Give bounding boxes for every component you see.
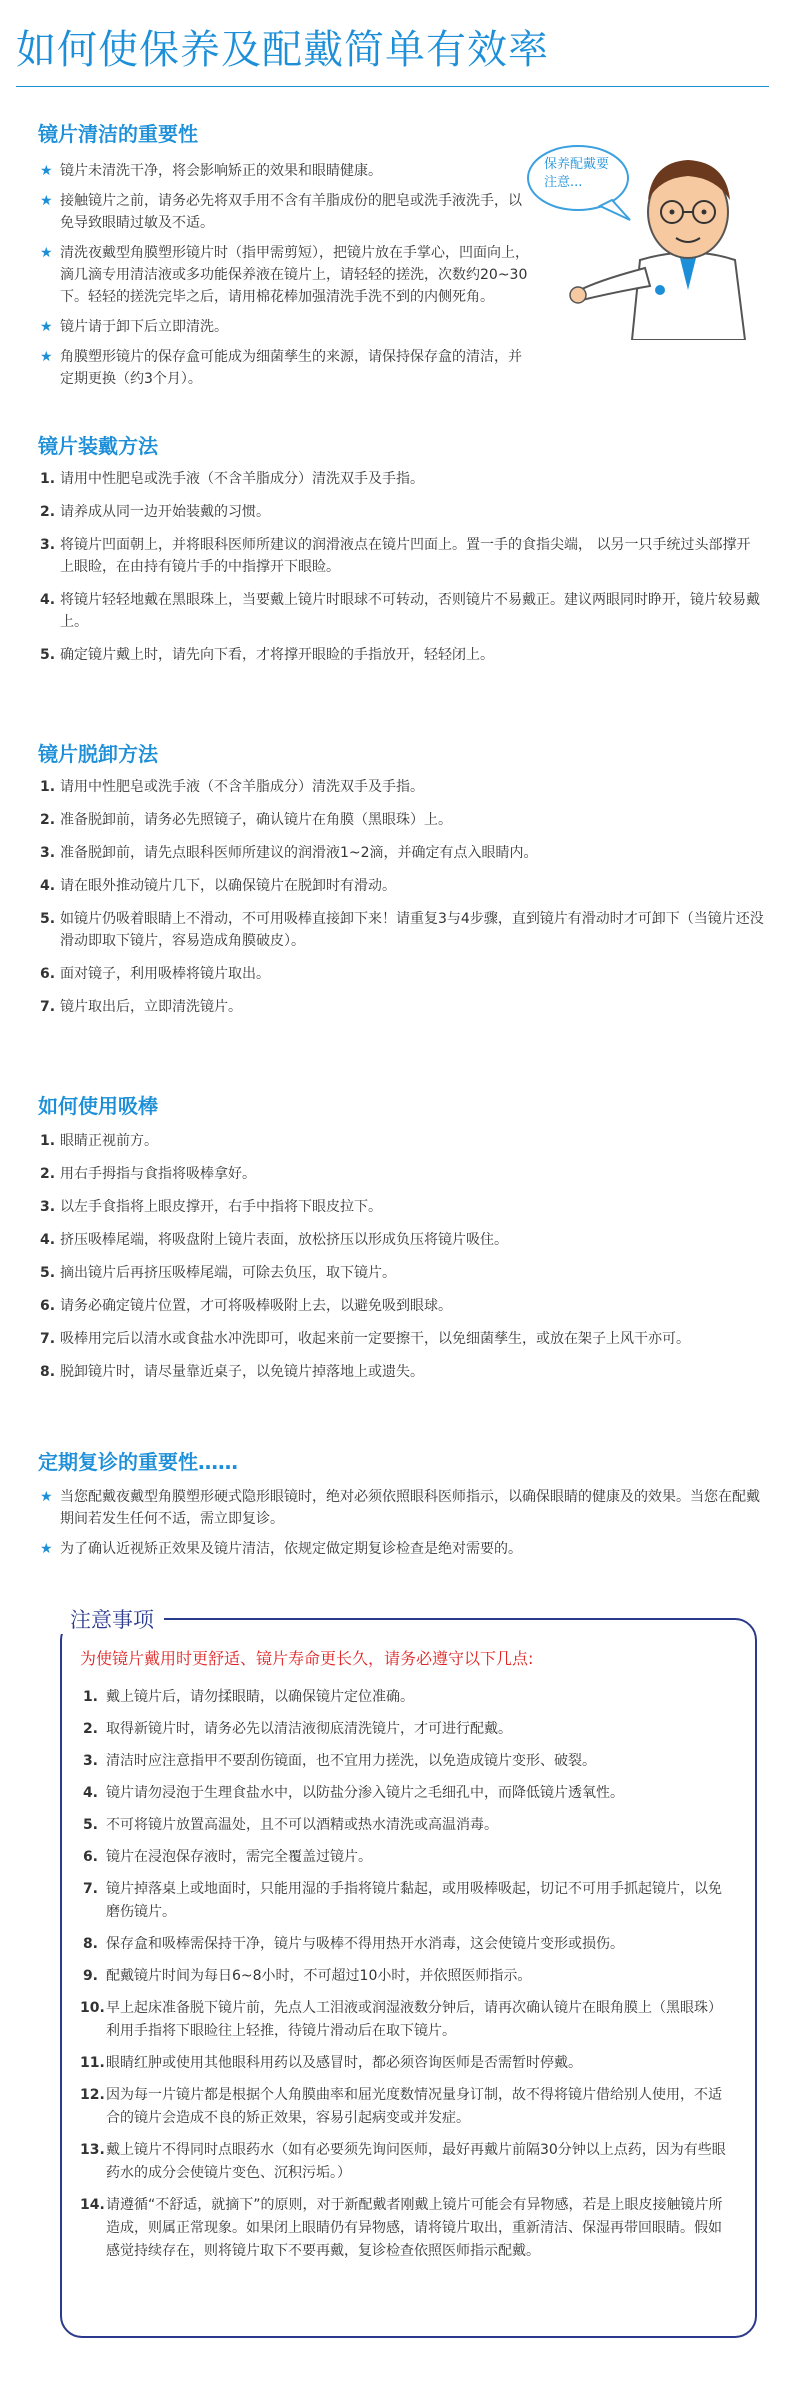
item-text: 请遵循“不舒适，就摘下”的原则，对于新配戴者刚戴上镜片可能会有异物感，若是上眼皮接触镜片所造成，则属正常现象。如果闭上眼睛仍有异物感，请将镜片取出，重新清洁、保湿再带回眼睛。假如感觉持续存在，则将镜片取下不要再戴，复诊检查依照医师指示配戴。	[106, 2197, 723, 2259]
star-bullet-icon: ★	[40, 349, 53, 365]
list-item	[40, 534, 760, 578]
item-number: 2.	[40, 504, 56, 520]
review-list	[40, 1486, 770, 1568]
item-number: 5.	[40, 1265, 56, 1281]
item-text: 镜片未清洗干净，将会影响矫正的效果和眼睛健康。	[60, 163, 382, 179]
item-text: 清洗夜戴型角膜塑形镜片时（指甲需剪短），把镜片放在手掌心，凹面向上，滴几滴专用清洁液或多功能保养液在镜片上，请轻轻的搓洗，次数约20~30下。轻轻的搓洗完毕之后，请用棉花棒加强清洗手洗不到的内侧死角。	[60, 245, 529, 305]
list-item	[84, 1814, 734, 1837]
item-number: 5.	[40, 911, 56, 927]
item-text: 不可将镜片放置高温处，且不可以酒精或热水清洗或高温消毒。	[106, 1817, 498, 1833]
item-number: 14.	[80, 2197, 105, 2213]
item-text: 镜片请于卸下后立即清洗。	[60, 319, 228, 335]
item-text: 请用中性肥皂或洗手液（不含羊脂成分）清洗双手及手指。	[60, 471, 424, 487]
item-number: 1.	[82, 1689, 98, 1705]
item-text: 镜片请勿浸泡于生理食盐水中，以防盐分渗入镜片之毛细孔中，而降低镜片透氧性。	[106, 1785, 624, 1801]
item-number: 3.	[82, 1753, 98, 1769]
item-number: 2.	[40, 812, 56, 828]
item-text: 请用中性肥皂或洗手液（不含羊脂成分）清洗双手及手指。	[60, 779, 424, 795]
item-text: 取得新镜片时，请务必先以清洁液彻底清洗镜片，才可进行配戴。	[106, 1721, 512, 1737]
list-item	[40, 468, 760, 490]
item-text: 面对镜子，利用吸棒将镜片取出。	[60, 966, 270, 982]
item-text: 如镜片仍吸着眼睛上不滑动，不可用吸棒直接卸下来！请重复3与4步骤，直到镜片有滑动时才可卸下（当镜片还没滑动即取下镜片，容易造成角膜破皮）。	[60, 911, 764, 949]
cleaning-list	[40, 160, 530, 398]
list-item	[40, 908, 770, 952]
item-number: 8.	[40, 1364, 56, 1380]
item-text: 清洁时应注意指甲不要刮伤镜面，也不宜用力搓洗，以免造成镜片变形、破裂。	[106, 1753, 596, 1769]
notice-list	[80, 1686, 734, 2272]
item-number: 2.	[40, 1166, 56, 1182]
star-bullet-icon: ★	[40, 1489, 53, 1505]
list-item	[40, 809, 770, 831]
doctor-speech-bubble: 保养配戴要 注意...	[544, 157, 610, 190]
item-number: 6.	[40, 1298, 56, 1314]
list-item	[40, 1130, 780, 1152]
item-text: 请在眼外推动镜片几下，以确保镜片在脱卸时有滑动。	[60, 878, 396, 894]
list-item	[40, 842, 770, 864]
item-text: 保存盒和吸棒需保持干净，镜片与吸棒不得用热开水消毒，这会使镜片变形或损伤。	[106, 1936, 624, 1952]
list-item	[40, 1486, 770, 1530]
list-item	[80, 2084, 734, 2130]
item-text: 镜片掉落桌上或地面时，只能用湿的手指将镜片黏起，或用吸棒吸起，切记不可用手抓起镜片，以免磨伤镜片。	[106, 1881, 722, 1920]
notice-subtitle: 为使镜片戴用时更舒适、镜片寿命更长久，请务必遵守以下几点:	[80, 1649, 534, 1668]
item-text: 确定镜片戴上时，请先向下看，才将撑开眼睑的手指放开，轻轻闭上。	[60, 647, 494, 663]
item-text: 摘出镜片后再挤压吸棒尾端，可除去负压，取下镜片。	[60, 1265, 396, 1281]
item-number: 9.	[82, 1968, 98, 1984]
wearing-list	[40, 468, 760, 677]
item-text: 当您配戴夜戴型角膜塑形硬式隐形眼镜时，绝对必须依照眼科医师指示，以确保眼睛的健康及的效果。当您在配戴期间若发生任何不适，需立即复诊。	[60, 1489, 760, 1527]
list-item	[40, 190, 530, 234]
item-text: 早上起床准备脱下镜片前，先点人工泪液或润湿液数分钟后，请再次确认镜片在眼角膜上（黑眼珠）利用手指将下眼睑往上轻推，待镜片滑动后在取下镜片。	[106, 2000, 722, 2039]
list-item	[84, 1846, 734, 1869]
suction-list	[40, 1130, 780, 1394]
list-item	[80, 2052, 734, 2075]
star-bullet-icon: ★	[40, 163, 53, 179]
item-text: 准备脱卸前，请务必先照镜子，确认镜片在角膜（黑眼珠）上。	[60, 812, 452, 828]
list-item	[84, 1782, 734, 1805]
item-number: 3.	[40, 537, 56, 553]
list-item	[40, 644, 760, 666]
item-number: 12.	[80, 2087, 105, 2103]
item-text: 挤压吸棒尾端，将吸盘附上镜片表面，放松挤压以形成负压将镜片吸住。	[60, 1232, 508, 1248]
item-number: 4.	[40, 592, 56, 608]
item-number: 13.	[80, 2142, 105, 2158]
section-title-removal: 镜片脱卸方法	[38, 742, 158, 766]
item-text: 角膜塑形镜片的保存盒可能成为细菌孳生的来源，请保持保存盒的清洁，并定期更换（约3个月）。	[60, 349, 522, 387]
item-text: 吸棒用完后以清水或食盐水冲洗即可，收起来前一定要擦干，以免细菌孳生，或放在架子上风干亦可。	[60, 1331, 690, 1347]
section-title-review: 定期复诊的重要性……	[38, 1450, 238, 1474]
item-number: 5.	[82, 1817, 98, 1833]
list-item	[40, 996, 770, 1018]
item-text: 眼睛红肿或使用其他眼科用药以及感冒时，都必须咨询医师是否需暂时停戴。	[106, 2055, 582, 2071]
item-text: 因为每一片镜片都是根据个人角膜曲率和屈光度数情况量身订制，故不得将镜片借给别人使用，不适合的镜片会造成不良的矫正效果，容易引起病变或并发症。	[106, 2087, 722, 2126]
notice-label: 注意事项	[60, 1604, 164, 1634]
list-item	[40, 501, 760, 523]
star-bullet-icon: ★	[40, 1541, 53, 1557]
list-item	[40, 589, 760, 633]
item-number: 1.	[40, 779, 56, 795]
section-title-cleaning: 镜片清洁的重要性	[38, 122, 198, 146]
item-number: 4.	[40, 1232, 56, 1248]
list-item	[40, 1328, 780, 1350]
list-item	[84, 1718, 734, 1741]
item-number: 5.	[40, 647, 56, 663]
list-item	[84, 1878, 734, 1924]
list-item	[40, 1295, 780, 1317]
star-bullet-icon: ★	[40, 193, 53, 209]
item-text: 脱卸镜片时，请尽量靠近桌子，以免镜片掉落地上或遗失。	[60, 1364, 424, 1380]
list-item	[80, 2194, 734, 2263]
item-text: 眼睛正视前方。	[60, 1133, 158, 1149]
item-text: 戴上镜片后，请勿揉眼睛，以确保镜片定位准确。	[106, 1689, 414, 1705]
item-number: 7.	[40, 999, 56, 1015]
list-item	[40, 160, 530, 182]
list-item	[40, 1361, 780, 1383]
list-item	[40, 1262, 780, 1284]
list-item	[40, 242, 530, 308]
item-number: 11.	[80, 2055, 105, 2071]
section-title-suction: 如何使用吸棒	[38, 1094, 158, 1118]
list-item	[40, 1229, 780, 1251]
list-item	[84, 1933, 734, 1956]
item-number: 8.	[82, 1936, 98, 1952]
item-number: 2.	[82, 1721, 98, 1737]
star-bullet-icon: ★	[40, 245, 53, 261]
item-number: 10.	[80, 2000, 105, 2016]
item-text: 请养成从同一边开始装戴的习惯。	[60, 504, 270, 520]
item-text: 准备脱卸前，请先点眼科医师所建议的润滑液1~2滴，并确定有点入眼睛内。	[60, 845, 538, 861]
item-number: 4.	[82, 1785, 98, 1801]
item-number: 7.	[40, 1331, 56, 1347]
list-item	[40, 963, 770, 985]
page-title: 如何使保养及配戴简单有效率	[16, 27, 549, 73]
list-item	[84, 1686, 734, 1709]
list-item	[40, 1163, 780, 1185]
list-item	[40, 776, 770, 798]
item-number: 3.	[40, 845, 56, 861]
item-text: 将镜片轻轻地戴在黑眼珠上，当要戴上镜片时眼球不可转动，否则镜片不易戴正。建议两眼同时睁开，镜片较易戴上。	[60, 592, 760, 630]
item-text: 为了确认近视矫正效果及镜片清洁，依规定做定期复诊检查是绝对需要的。	[60, 1541, 522, 1557]
item-text: 用右手拇指与食指将吸棒拿好。	[60, 1166, 256, 1182]
item-text: 将镜片凹面朝上，并将眼科医师所建议的润滑液点在镜片凹面上。置一手的食指尖端， 以另一只手统过头部撑开上眼睑，在由持有镜片手的中指撑开下眼睑。	[60, 537, 751, 575]
list-item	[40, 1196, 780, 1218]
list-item	[40, 875, 770, 897]
item-number: 1.	[40, 1133, 56, 1149]
item-text: 以左手食指将上眼皮撑开，右手中指将下眼皮拉下。	[60, 1199, 382, 1215]
removal-list	[40, 776, 770, 1029]
list-item	[84, 1965, 734, 1988]
item-number: 6.	[82, 1849, 98, 1865]
list-item	[40, 1538, 770, 1560]
title-divider	[16, 86, 769, 87]
item-number: 3.	[40, 1199, 56, 1215]
item-number: 7.	[82, 1881, 98, 1897]
item-text: 接触镜片之前，请务必先将双手用不含有羊脂成份的肥皂或洗手液洗手，以免导致眼睛过敏及不适。	[60, 193, 522, 231]
list-item	[40, 316, 530, 338]
item-text: 戴上镜片不得同时点眼药水（如有必要须先询问医师，最好再戴片前隔30分钟以上点药，因为有些眼药水的成分会使镜片变色、沉积污垢。）	[106, 2142, 726, 2181]
star-bullet-icon: ★	[40, 319, 53, 335]
item-text: 镜片在浸泡保存液时，需完全覆盖过镜片。	[106, 1849, 372, 1865]
list-item	[40, 346, 530, 390]
item-number: 6.	[40, 966, 56, 982]
item-text: 镜片取出后，立即清洗镜片。	[60, 999, 242, 1015]
item-text: 配戴镜片时间为每日6~8小时，不可超过10小时，并依照医师指示。	[106, 1968, 532, 1984]
item-number: 4.	[40, 878, 56, 894]
doctor-illustration	[520, 140, 770, 340]
section-title-wearing: 镜片装戴方法	[38, 434, 158, 458]
list-item	[80, 1997, 734, 2043]
item-number: 1.	[40, 471, 56, 487]
list-item	[80, 2139, 734, 2185]
list-item	[84, 1750, 734, 1773]
item-text: 请务必确定镜片位置，才可将吸棒吸附上去，以避免吸到眼球。	[60, 1298, 452, 1314]
